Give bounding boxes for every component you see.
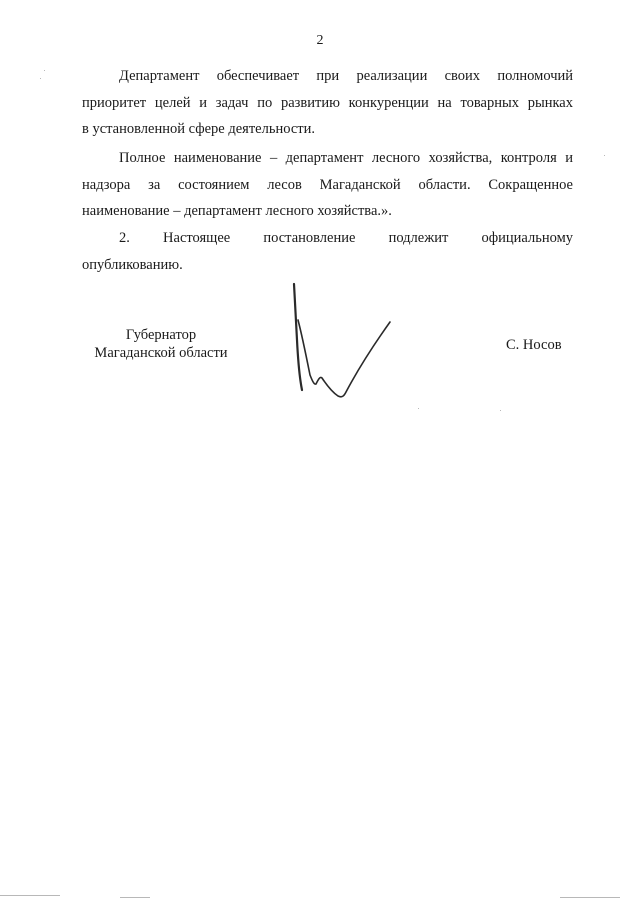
scan-artifact (44, 70, 45, 71)
paragraph-department-name (82, 145, 573, 225)
scan-artifact (40, 78, 41, 79)
text-line: в установленной сфере деятельности. (82, 121, 315, 137)
text-line: Департамент обеспечивает при реализации своих полномочий (119, 68, 573, 84)
signatory-title-line: Магаданской области (94, 345, 228, 361)
scan-artifact (500, 410, 501, 411)
scan-artifact (0, 895, 60, 896)
signature-stroke (298, 320, 390, 397)
text-line: 2. Настоящее постановление подлежит официальному (119, 230, 573, 246)
text-line: наименование – департамент лесного хозяйства.». (82, 203, 392, 219)
page-number: 2 (316, 33, 324, 48)
text-line: опубликованию. (82, 256, 183, 273)
signer-name: С. Носов (506, 337, 562, 353)
handwritten-signature (280, 280, 410, 410)
scan-artifact (560, 897, 620, 898)
paragraph-publication (82, 225, 573, 278)
signatory-title-line: Губернатор (125, 327, 197, 343)
signature-stroke (294, 284, 302, 390)
text-line: Полное наименование – департамент лесного хозяйства, контроля и (119, 150, 573, 166)
scan-artifact (418, 408, 419, 409)
text-line: приоритет целей и задач по развитию конкуренции на товарных рынках (82, 94, 573, 111)
text-line: надзора за состоянием лесов Магаданской области. Сокращенное (82, 176, 573, 193)
scan-artifact (604, 155, 605, 156)
scan-artifact (120, 897, 150, 898)
paragraph-competition-priority (82, 63, 573, 143)
signatory-title (86, 326, 236, 362)
